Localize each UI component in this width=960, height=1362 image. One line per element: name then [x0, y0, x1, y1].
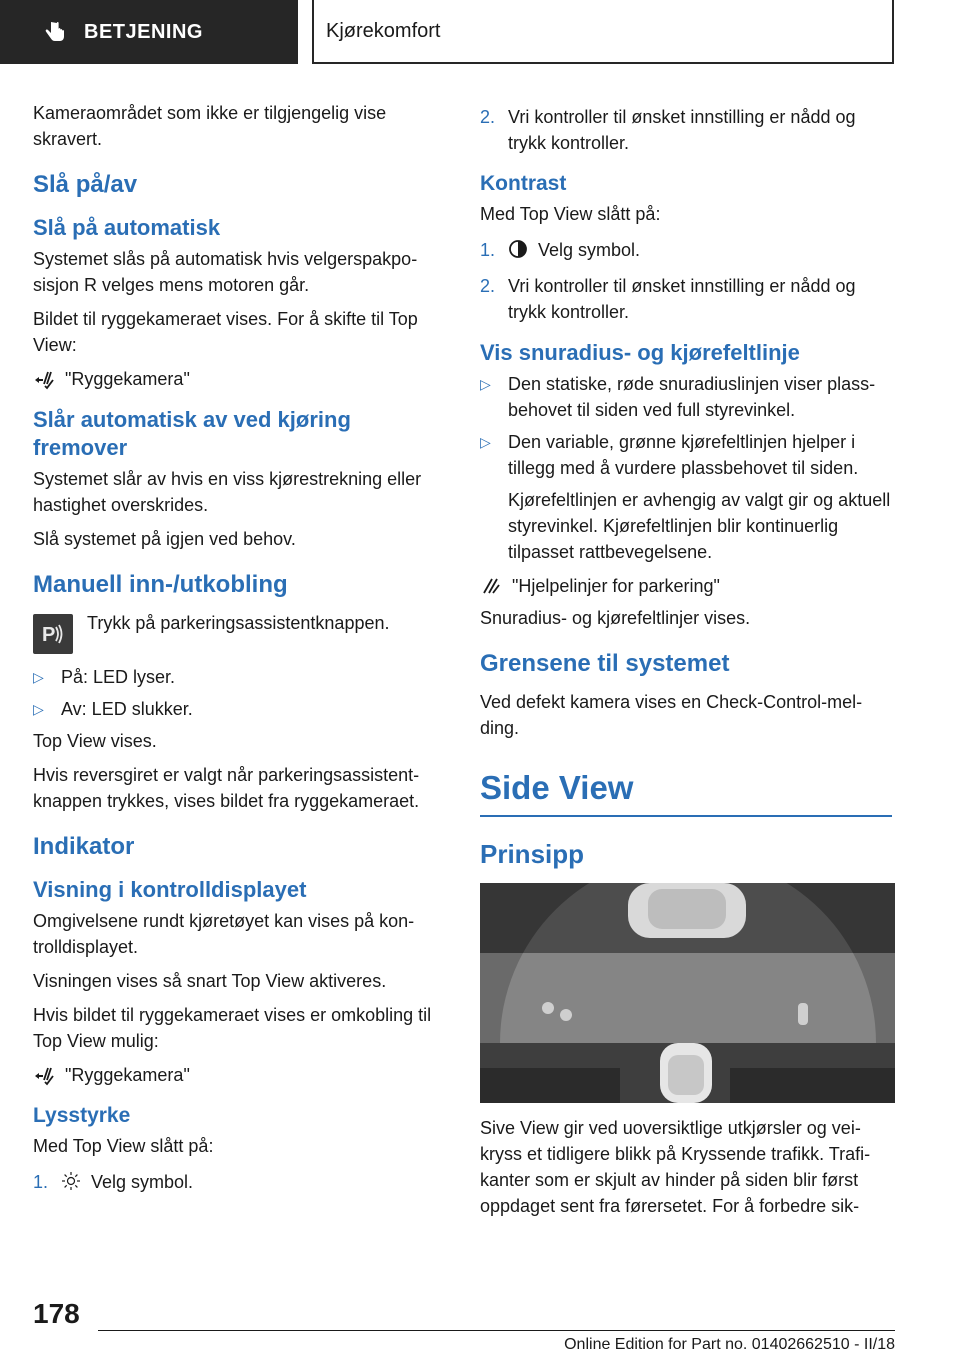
list-item [33, 696, 445, 722]
intro-text: Kameraområdet som ikke er tilgjengelig vise skravert. [33, 103, 387, 149]
list-item [480, 371, 892, 423]
lines-shown-text: Snuradius- og kjørefeltlinjer vises. [480, 608, 751, 628]
step-number: 1. [33, 1172, 49, 1192]
chapter-tab[interactable] [0, 0, 298, 64]
contrast-icon [508, 239, 528, 259]
side-view-illustration [480, 883, 895, 1103]
press-button-text: Trykk på parkeringsassistentknappen. [87, 613, 390, 633]
triangle-bullet-icon: ▷ [33, 701, 44, 717]
rear-camera-menu-item [33, 1062, 445, 1088]
parking-assist-row [33, 610, 445, 654]
rear-camera-label: "Ryggekamera" [65, 369, 190, 389]
rear-camera-text: Bildet til ryggekameraet vises. For å skifte til Top View: [33, 309, 418, 355]
heading-contrast: Kontrast [480, 172, 567, 195]
switch-text: Hvis bildet til ryggekameraet vises er omkobling til Top View mulig: [33, 1005, 432, 1051]
reon-text: Slå systemet på igjen ved behov. [33, 529, 296, 549]
triangle-bullet-icon: ▷ [480, 434, 491, 450]
rear-camera-icon [33, 1064, 55, 1086]
parking-lines-icon [480, 575, 502, 597]
step-number: 2. [480, 276, 496, 296]
rear-camera-menu-item [33, 366, 445, 392]
heading-auto-off: Slår automatisk av ved kjøring fremover [33, 407, 351, 460]
reverse-text: Hvis reversgiret er valgt når parkeringsassistentknappen trykkes, vises bildet fra ryggekameraet. [33, 765, 420, 811]
step-number: 2. [480, 107, 496, 127]
svg-text:P: P [42, 624, 56, 646]
sideview-text: Sive View gir ved uoversiktlige utkjørsler og veikryss et tidligere blikk på Kryssende trafikk. Trafikanter som er skjult av hinder på siden blir først oppdaget sent fra førersetet. For å forbedre sik- [480, 1118, 871, 1216]
depends-text: Kjørefeltlinjen er avhengig av valgt gir og aktuell styrevinkel. Kjørefeltlinjen blir kontinuerlig tilpasset rattbevegelsene. [508, 490, 891, 562]
footer-divider [98, 1330, 895, 1331]
step-text: Vri kontroller til ønsket innstilling er nådd og trykk kontroller. [508, 276, 856, 322]
edition-text: Online Edition for Part no. 01402662510 - II/18 [564, 1336, 895, 1353]
with-topview-text: Med Top View slått på: [33, 1136, 214, 1156]
chapter-label: BETJENING [84, 20, 203, 43]
heading-auto-on: Slå på automatisk [33, 215, 221, 240]
bullet-static-text: Den statiske, røde snuradiuslinjen viser plassbehovet til siden ved full styrevinkel. [508, 374, 876, 420]
triangle-bullet-icon: ▷ [480, 376, 491, 392]
heading-side-view: Side View [480, 767, 892, 817]
section-title: Kjørekomfort [326, 19, 441, 42]
hand-touch-icon [40, 18, 68, 46]
step-text: Velg symbol. [91, 1172, 194, 1192]
step-text: Velg symbol. [538, 240, 641, 260]
step-text: Vri kontroller til ønsket innstilling er nådd og trykk kontroller. [508, 107, 856, 153]
step-item [480, 273, 892, 325]
help-lines-label: "Hjelpelinjer for parkering" [512, 576, 720, 596]
list-item [33, 664, 445, 690]
rear-camera-icon [33, 368, 55, 390]
parking-assist-button-icon [33, 614, 73, 654]
heading-display: Visning i kontrolldisplayet [33, 877, 307, 902]
brightness-sun-icon [61, 1171, 81, 1191]
with-topview-text: Med Top View slått på: [480, 204, 661, 224]
heading-manual: Manuell inn-/utkobling [33, 571, 288, 598]
limits-text: Ved defekt kamera vises en Check-Control-melding. [480, 692, 863, 738]
auto-on-text: Systemet slås på automatisk hvis velgerspakposisjon R velges mens motoren går. [33, 249, 418, 295]
bullet-off-text: Av: LED slukker. [61, 699, 193, 719]
step-item [480, 237, 892, 263]
heading-lines: Vis snuradius- og kjørefeltlinje [480, 340, 800, 365]
shown-text: Visningen vises så snart Top View aktiveres. [33, 971, 387, 991]
left-column [33, 100, 445, 1201]
triangle-bullet-icon: ▷ [33, 669, 44, 685]
heading-limits: Grensene til systemet [480, 650, 730, 677]
heading-indicator: Indikator [33, 833, 135, 860]
heading-brightness: Lysstyrke [33, 1104, 131, 1127]
section-header [312, 0, 894, 64]
surround-text: Omgivelsene rundt kjøretøyet kan vises på kontrolldisplayet. [33, 911, 415, 957]
auto-off-text: Systemet slår av hvis en viss kjørestrekning eller hastighet overskrides. [33, 469, 422, 515]
heading-on-off: Slå på/av [33, 171, 138, 198]
step-number: 1. [480, 240, 496, 260]
list-item [480, 429, 892, 481]
bullet-variable-text: Den variable, grønne kjørefeltlinjen hjelper i tillegg med å vurdere plassbehovet til siden. [508, 432, 859, 478]
step-item [33, 1169, 445, 1195]
rear-camera-label: "Ryggekamera" [65, 1065, 190, 1085]
heading-principle: Prinsipp [480, 839, 585, 869]
right-column [480, 100, 892, 1227]
page-number: 178 [33, 1298, 80, 1329]
step-item [480, 104, 892, 156]
bullet-on-text: På: LED lyser. [61, 667, 176, 687]
topview-text: Top View vises. [33, 731, 157, 751]
help-lines-menu-item [480, 573, 892, 599]
